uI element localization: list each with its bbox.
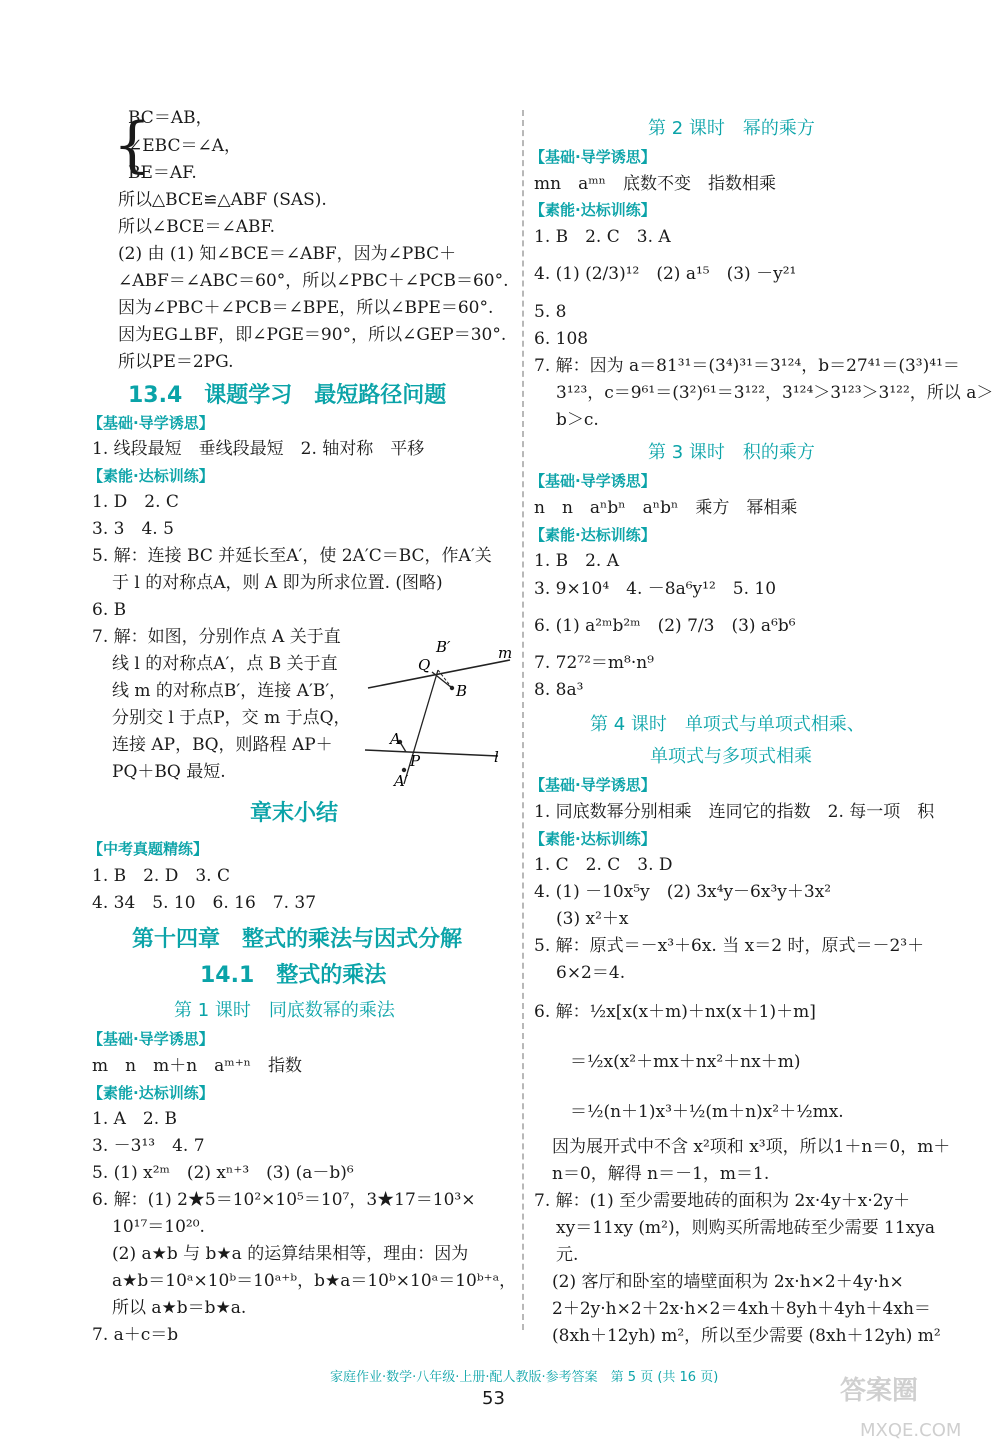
text-line: 5. 解：连接 BC 并延长至A′，使 2A′C＝BC，作A′关 [92, 546, 492, 566]
label-b: B [456, 682, 468, 700]
section-tag: 【素能·达标训练】 [530, 526, 656, 544]
text-line: 3. －3¹³ 4. 7 [92, 1136, 205, 1156]
section-tag: 【素能·达标训练】 [88, 467, 214, 485]
text-line: 8. 8a³ [534, 680, 584, 700]
text-line: 连接 AP，BQ，则路程 AP＋ [112, 735, 333, 755]
text-line: ∠EBC＝∠A， [128, 136, 241, 156]
text-line: 7. 解：如图，分别作点 A 关于直 [92, 627, 341, 647]
text-line: 3. 3 4. 5 [92, 519, 174, 539]
text-line: 7. a＋c＝b [92, 1325, 179, 1345]
text-line: n n aⁿbⁿ aⁿbⁿ 乘方 幂相乘 [534, 498, 798, 518]
label-a-prime: A′ [394, 772, 409, 790]
text-line: 7. 解：(1) 至少需要地砖的面积为 2x·4y＋x·2y＋ [534, 1191, 911, 1211]
text-line: (2) a★b 与 b★a 的运算结果相等，理由：因为 [112, 1244, 469, 1264]
text-line: 分别交 l 于点P，交 m 于点Q， [112, 708, 351, 728]
label-q: Q [418, 656, 431, 674]
section-tag: 【基础·导学诱思】 [530, 472, 656, 490]
watermark-url: MXQE.COM [860, 1420, 962, 1441]
text-line: mn aᵐⁿ 底数不变 指数相乘 [534, 174, 776, 194]
page-number: 53 [482, 1388, 505, 1409]
text-line: 1. C 2. C 3. D [534, 855, 673, 875]
text-line: 3¹²³，c＝9⁶¹＝(3²)⁶¹＝3¹²²，3¹²⁴＞3¹²³＞3¹²²，所以 a＞ [556, 383, 994, 403]
section-tag: 【基础·导学诱思】 [530, 776, 656, 794]
text-line: 1. B 2. D 3. C [92, 866, 231, 886]
text-line: (2) 客厅和卧室的墙壁面积为 2x·h×2＋4y·h× [552, 1272, 904, 1292]
text-line: 所以PE＝2PG. [118, 352, 234, 372]
label-a: A [390, 730, 401, 748]
text-line: 线 l 的对称点A′，点 B 关于直 [112, 654, 338, 674]
chapter-heading: 第十四章 整式的乘法与因式分解 [132, 927, 463, 952]
text-line: 所以∠BCE＝∠ABF. [118, 217, 276, 237]
text-line: a★b＝10ᵃ×10ᵇ＝10ᵃ⁺ᵇ，b★a＝10ᵇ×10ᵃ＝10ᵇ⁺ᵃ， [112, 1271, 517, 1291]
line-m [368, 660, 510, 688]
watermark: 答案圈 [840, 1376, 919, 1406]
text-line: b＞c. [556, 410, 599, 430]
text-line: 所以 a★b＝b★a. [112, 1298, 247, 1318]
text-line: 线 m 的对称点B′，连接 A′B′， [112, 681, 347, 701]
text-line: 4. 34 5. 10 6. 16 7. 37 [92, 893, 317, 913]
text-line: (3) x²＋x [556, 909, 629, 929]
text-line: 所以△BCE≌△ABF (SAS). [118, 190, 327, 210]
label-l: l [494, 748, 499, 766]
text-line: ＝½x(x²＋mx＋nx²＋nx＋m) [570, 1052, 801, 1072]
text-line: m n m＋n aᵐ⁺ⁿ 指数 [92, 1056, 303, 1076]
text-line: 5. 8 [534, 302, 567, 322]
text-line: 1. A 2. B [92, 1109, 178, 1129]
label-b-prime: B′ [436, 638, 451, 656]
lesson-heading: 第 1 课时 同底数幂的乘法 [174, 1000, 395, 1021]
label-m: m [498, 644, 513, 662]
text-line: 1. 线段最短 垂线段最短 2. 轴对称 平移 [92, 439, 425, 459]
lesson-heading: 单项式与多项式相乘 [650, 746, 812, 767]
text-line: 1. D 2. C [92, 492, 179, 512]
text-line: 4. (1) (2/3)¹² (2) a¹⁵ (3) －y²¹ [534, 264, 797, 284]
text-line: 元. [556, 1245, 579, 1265]
text-line: 10¹⁷＝10²⁰. [112, 1217, 205, 1237]
text-line: 4. (1) －10x⁵y (2) 3x⁴y－6x³y＋3x² [534, 882, 832, 902]
text-line: 3. 9×10⁴ 4. －8a⁶y¹² 5. 10 [534, 579, 777, 599]
text-line: (2) 由 (1) 知∠BCE＝∠ABF，因为∠PBC＋ [118, 244, 457, 264]
text-line: BE＝AF. [128, 163, 197, 183]
text-line: BC＝AB， [128, 108, 213, 128]
section-tag: 【中考真题精练】 [88, 840, 209, 858]
text-line: ＝½(n＋1)x³＋½(m＋n)x²＋½mx. [570, 1102, 844, 1122]
section-tag: 【素能·达标训练】 [530, 201, 656, 219]
text-line: 2＋2y·h×2＋2x·h×2＝4xh＋8yh＋4yh＋4xh＝ [552, 1299, 931, 1319]
text-line: (8xh＋12yh) m²，所以至少需要 (8xh＋12yh) m² [552, 1326, 941, 1346]
point-b [450, 686, 454, 690]
text-line: 因为展开式中不含 x²项和 x³项，所以1＋n＝0，m＋ [552, 1137, 951, 1157]
text-line: 于 l 的对称点A，则 A 即为所求位置. (图略) [112, 573, 443, 593]
text-line: ∠ABF＝∠ABC＝60°，所以∠PBC＋∠PCB＝60°. [118, 271, 509, 291]
section-heading: 章末小结 [250, 801, 339, 826]
text-line: 6. 解：(1) 2★5＝10²×10⁵＝10⁷，3★17＝10³× [92, 1190, 476, 1210]
text-line: 5. 解：原式＝－x³＋6x. 当 x＝2 时，原式＝－2³＋ [534, 936, 925, 956]
text-line: 6. B [92, 600, 127, 620]
text-line: 6. 解：½x[x(x＋m)＋nx(x＋1)＋m] [534, 1002, 816, 1022]
section-tag: 【基础·导学诱思】 [88, 1030, 214, 1048]
page-footer: 家庭作业·数学·八年级·上册·配人教版·参考答案 第 5 页 (共 16 页) [330, 1370, 719, 1385]
text-line: n＝0，解得 n＝－1，m＝1. [552, 1164, 770, 1184]
brace: { [113, 110, 152, 180]
column-divider [522, 110, 524, 1330]
text-line: 因为EG⊥BF，即∠PGE＝90°，所以∠GEP＝30°. [118, 325, 507, 345]
geometry-figure [360, 632, 520, 792]
section-tag: 【素能·达标训练】 [530, 830, 656, 848]
lesson-heading: 第 2 课时 幂的乘方 [648, 118, 815, 139]
section-tag: 【基础·导学诱思】 [88, 414, 214, 432]
text-line: 1. B 2. A [534, 551, 620, 571]
text-line: PQ＋BQ 最短. [112, 762, 226, 782]
text-line: 7. 解：因为 a＝81³¹＝(3⁴)³¹＝3¹²⁴，b＝27⁴¹＝(3³)⁴¹＝ [534, 356, 960, 376]
text-line: 1. B 2. C 3. A [534, 227, 671, 247]
lesson-heading: 第 3 课时 积的乘方 [648, 442, 815, 463]
section-tag: 【基础·导学诱思】 [530, 148, 656, 166]
text-line: 7. 72⁷²＝m⁸·n⁹ [534, 653, 654, 673]
text-line: 6×2＝4. [556, 963, 626, 983]
section-heading: 14.1 整式的乘法 [200, 963, 387, 988]
text-line: 6. 108 [534, 329, 589, 349]
text-line: 1. 同底数幂分别相乘 连同它的指数 2. 每一项 积 [534, 802, 935, 822]
lesson-heading: 第 4 课时 单项式与单项式相乘、 [590, 714, 865, 735]
text-line: 5. (1) x²ᵐ (2) xⁿ⁺³ (3) (a－b)⁶ [92, 1163, 354, 1183]
section-tag: 【素能·达标训练】 [88, 1084, 214, 1102]
text-line: xy＝11xy (m²)，则购买所需地砖至少需要 11xya [556, 1218, 935, 1238]
label-p: P [410, 752, 421, 770]
section-heading: 13.4 课题学习 最短路径问题 [128, 383, 447, 408]
text-line: 因为∠PBC＋∠PCB＝∠BPE，所以∠BPE＝60°. [118, 298, 494, 318]
text-line: 6. (1) a²ᵐb²ᵐ (2) 7/3 (3) a⁶b⁶ [534, 616, 796, 636]
line-l [365, 750, 498, 756]
